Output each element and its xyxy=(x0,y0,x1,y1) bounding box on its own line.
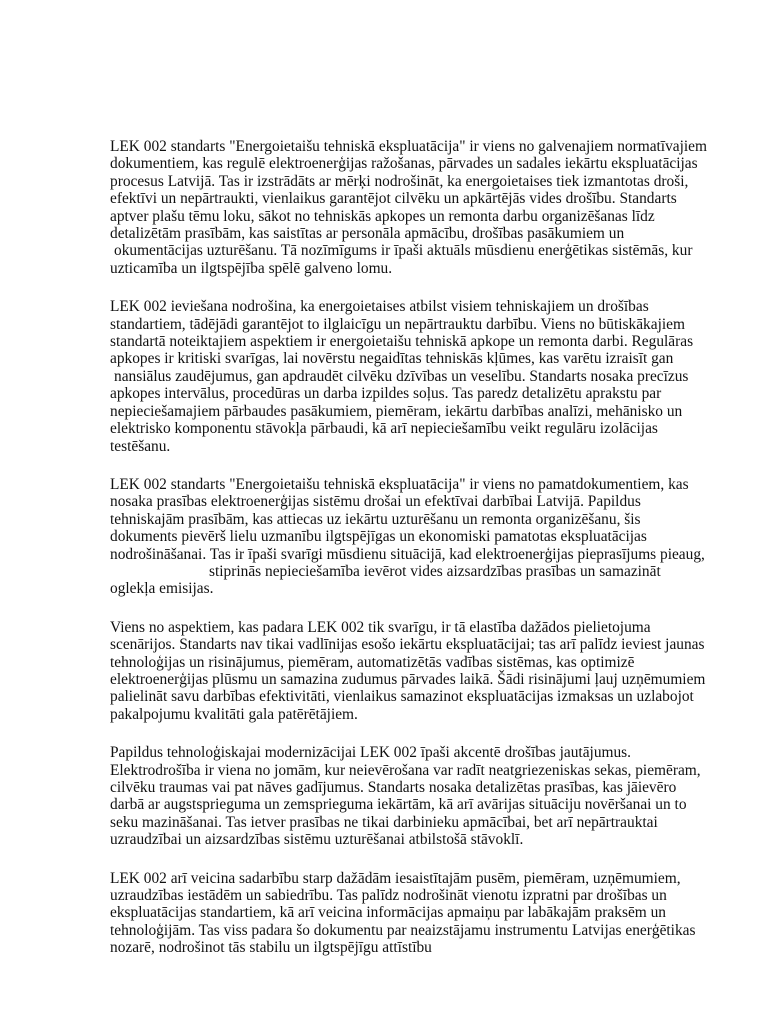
text-line: okumentācijas uzturēšanu. Tā nozīmīgums ir īpaši aktuāls mūsdienu enerģētikas sistēmās, kur xyxy=(114,242,693,260)
text-line: nodrošināšanai. Tas ir īpaši svarīgi mūsdienu situācijā, kad elektroenerģijas pieprasījums pieaug, xyxy=(110,545,705,563)
text-line: apkopes intervālus, procedūras un darba izpildes soļus. Tas paredz detalizētu aprakstu par xyxy=(110,385,662,403)
text-line: Papildus tehnoloģiskajai modernizācijai LEK 002 īpaši akcentē drošības jautājumus. xyxy=(110,744,632,762)
paragraph-5 xyxy=(110,744,701,849)
text-line: testēšanu. xyxy=(110,437,171,455)
text-line: uzraudzības iestādēm un sabiedrību. Tas palīdz nodrošināt vienotu izpratni par drošības un xyxy=(110,887,667,905)
text-line: elektrisko komponentu stāvokļa pārbaudi, kā arī nepieciešamību veikt regulāru izolācijas xyxy=(110,420,658,438)
text-line: LEK 002 ieviešana nodrošina, ka energoietaises atbilst visiem tehniskajiem un drošības xyxy=(110,298,649,316)
text-line: detalizētām prasībām, kas saistītas ar personāla apmācību, drošības pasākumiem un xyxy=(110,225,625,243)
text-line: apkopes ir kritiski svarīgas, lai novērstu negaidītas tehniskās kļūmes, kas varētu izraisīt gan xyxy=(110,350,674,368)
text-line: nozarē, nodrošinot tās stabilu un ilgtspējīgu attīstību xyxy=(110,939,432,957)
text-line: pakalpojumu kvalitāti gala patērētājiem. xyxy=(110,705,358,723)
text-line: darbā ar augstsprieguma un zemsprieguma iekārtām, kā arī avārijas situāciju novēršanai un to xyxy=(110,796,687,814)
text-line: scenārijos. Standarts nav tikai vadlīnijas esošo iekārtu ekspluatācijai; tas arī palīdz ieviest jaunas xyxy=(110,636,705,654)
text-line: efektīvi un nepārtraukti, vienlaikus garantējot cilvēku un apkārtējās vides drošību. Standarts xyxy=(110,190,677,208)
text-line: seku mazināšanai. Tas ietver prasības ne tikai darbinieku apmācībai, bet arī nepārtrauktai xyxy=(110,813,658,831)
text-line: tehnoloģijām. Tas viss padara šo dokumentu par neaizstājamu instrumentu Latvijas enerģētikas xyxy=(110,921,696,939)
paragraph-3 xyxy=(110,475,705,598)
paragraph-2 xyxy=(110,298,694,455)
text-line: standartiem, tādējādi garantējot to ilglaicīgu un nepārtrauktu darbību. Viens no būtiskākajiem xyxy=(110,315,685,333)
text-line: aptver plašu tēmu loku, sākot no tehniskās apkopes un remonta darbu organizēšanas līdz xyxy=(110,207,655,225)
text-line: Viens no aspektiem, kas padara LEK 002 tik svarīgu, ir tā elastība dažādos pielietojuma xyxy=(110,618,651,636)
text-line: LEK 002 standarts "Energoietaišu tehniskā ekspluatācija" ir viens no pamatdokumentiem, kas xyxy=(110,475,689,493)
paragraph-1 xyxy=(110,138,707,277)
text-line: uzticamība un ilgtspējība spēlē galveno lomu. xyxy=(110,259,393,277)
paragraph-6 xyxy=(110,869,696,957)
text-line: tehnoloģijas un risinājumus, piemēram, automatizētās vadības sistēmas, kas optimizē xyxy=(110,653,635,671)
text-line: LEK 002 arī veicina sadarbību starp dažādām iesaistītajām pusēm, piemēram, uzņēmumiem, xyxy=(110,869,681,887)
text-line: nepieciešamajiem pārbaudes pasākumiem, piemēram, iekārtu darbības analīzi, mehānisko un xyxy=(110,402,683,420)
text-line: procesus Latvijā. Tas ir izstrādāts ar mērķi nodrošināt, ka energoietaises tiek izmantotas droši, xyxy=(110,172,689,190)
document-page xyxy=(110,138,707,978)
text-line: LEK 002 standarts "Energoietaišu tehniskā ekspluatācija" ir viens no galvenajiem normatīvajiem xyxy=(110,138,707,155)
text-line: palielināt savu darbības efektivitāti, vienlaikus samazinot ekspluatācijas izmaksas un uzlabojot xyxy=(110,688,694,706)
text-line: elektroenerģijas plūsmu un samazina zudumus pārvades laikā. Šādi risinājumi ļauj uzņēmumiem xyxy=(110,670,706,688)
text-line: dokuments pievērš lielu uzmanību ilgtspējīgas un ekonomiski pamatotas ekspluatācijas xyxy=(110,528,647,546)
text-line: cilvēku traumas vai pat nāves gadījumus. Standarts nosaka detalizētas prasības, kas jāievēro xyxy=(110,779,677,796)
text-line: tehniskajām prasībām, kas attiecas uz iekārtu uzturēšanu un remonta organizēšanu, šis xyxy=(110,510,641,528)
paragraph-4 xyxy=(110,618,706,723)
text-line: ekspluatācijas standartiem, kā arī veicina informācijas apmaiņu par labākajām praksēm un xyxy=(110,904,666,922)
text-line: stiprinās nepieciešamība ievērot vides aizsardzības prasības un samazināt xyxy=(209,562,661,580)
text-line: Elektrodrošība ir viena no jomām, kur neievērošana var radīt neatgriezeniskas sekas, piemēram, xyxy=(110,761,701,779)
text-line: nosaka prasības elektroenerģijas sistēmu drošai un efektīvai darbībai Latvijā. Papildus xyxy=(110,493,641,511)
text-line: uzraudzībai un aizsardzības sistēmu uzturēšanai atbilstošā stāvoklī. xyxy=(110,831,524,849)
text-line: standartā noteiktajiem aspektiem ir energoietaišu tehniskā apkope un remonta darbi. Regulāras xyxy=(110,333,694,351)
text-line: nansiālus zaudējumus, gan apdraudēt cilvēku dzīvības un veselību. Standarts nosaka precīzus xyxy=(114,367,689,385)
text-line: dokumentiem, kas regulē elektroenerģijas ražošanas, pārvades un sadales iekārtu ekspluatācijas xyxy=(110,155,698,173)
text-line: oglekļa emisijas. xyxy=(110,580,214,598)
